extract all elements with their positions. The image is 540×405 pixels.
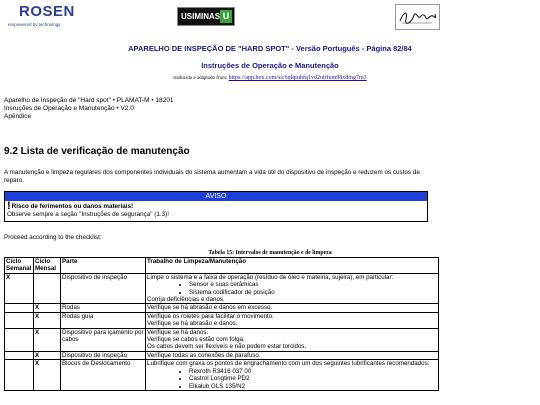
cell-mensal: X: [34, 328, 61, 351]
cell-semanal: [5, 351, 34, 359]
rosen-logo-tagline: empowered by technology: [8, 22, 61, 27]
source-credit: [0, 75, 540, 81]
cell-trabalho: [146, 328, 439, 351]
signature-logo: [395, 4, 440, 30]
cell-semanal: X: [5, 273, 34, 304]
work-line: Limpe o sistema e a faixa de operação (resíduo de óleo e mateiria, sujeira), em particular:: [147, 273, 394, 281]
warning-body: [5, 201, 427, 221]
work-line: Verifique se há abrasão e danos.: [147, 320, 238, 328]
cell-semanal: [5, 328, 34, 351]
table-row: [5, 312, 439, 328]
warning-title: AVISO: [5, 192, 427, 201]
work-line: Verifique os roletes para facilitar o movimento.: [147, 312, 274, 320]
document-subtitle: Instruções de Operação e Manutenção: [201, 61, 339, 70]
work-line: Lubrifique com graxa os pontos de engrachamento com um dos seguintes lubrificantes recomendados:: [147, 360, 430, 368]
cell-semanal: [5, 360, 34, 391]
work-line: Verifique se há abrasão e danos em excesso.: [147, 304, 273, 312]
work-bullet-item: • Rexroth R3416 037 00: [189, 368, 437, 375]
document-meta: [4, 97, 173, 121]
proceed-text: Proceed according to the checklist:: [4, 234, 102, 241]
cell-mensal: X: [34, 312, 61, 328]
cell-semanal: [5, 312, 34, 328]
cell-mensal: [34, 273, 61, 304]
work-line: Verifique todas as conexões de parafuso.: [147, 351, 261, 359]
meta-line-manual: Insruções de Operação e Manutenção • V2.0: [4, 105, 134, 112]
table-row: [5, 304, 439, 312]
maintenance-table: [4, 257, 439, 391]
cell-trabalho: [146, 360, 439, 391]
warning-risk-text: Risco de ferimentos ou danos materiais!: [11, 203, 134, 210]
warning-line-safety: Observe sempre a seção "Instruções de segurança" (1.3)!: [7, 211, 169, 218]
col-header-semanal: Ciclo Semanal: [5, 258, 34, 274]
table-row: [5, 328, 439, 351]
section-intro: A manutenção e limpeza regulares dos componentes individuais do sistema aumentam a vida útil do dispositivo de inspeção e reduzem os custos de reparo.: [4, 169, 420, 184]
col-header-parte: Parte: [61, 258, 146, 274]
work-line: Corrija deficiências e danos.: [147, 296, 225, 304]
work-bullet-item: • Sensor e suas cerâmicas: [189, 281, 437, 288]
table-row: [5, 273, 439, 304]
table-row: [5, 351, 439, 359]
work-line: Verifique se há danos.: [147, 328, 209, 336]
document-title: APARELHO DE INSPEÇÃO DE "HARD SPOT" - Versão Português - Página 82/84: [128, 44, 412, 53]
cell-parte: Rodas: [61, 304, 146, 312]
cell-trabalho: [146, 351, 439, 359]
work-bullet-list: [147, 281, 437, 296]
work-line: Os cabos devem ser flexíveis e não podem estar torcidos.: [147, 343, 307, 351]
cell-trabalho: [146, 312, 439, 328]
cell-parte: Blocos de Deslocamento: [61, 360, 146, 391]
cell-parte: Dispositivo de inspeção: [61, 273, 146, 304]
cell-semanal: [5, 304, 34, 312]
cell-mensal: X: [34, 304, 61, 312]
cell-mensal: X: [34, 360, 61, 391]
col-header-trabalho: Trabalho de Limpeza/Manutenção: [146, 258, 439, 274]
work-bullet-item: • Sistema codificador de posição: [189, 289, 437, 296]
work-bullet-item: • Elkalub GLS 135/N2: [189, 383, 437, 390]
work-line: Verifique se cabos estão com folga.: [147, 336, 245, 344]
warning-line-risk: [7, 202, 425, 211]
table-header-row: [5, 258, 439, 274]
exclamation-icon: !: [7, 200, 11, 212]
meta-line-device: Aparelho de Inspeção de "Hard spot" • PLAMAT-M • 18201: [4, 97, 174, 104]
col-header-mensal: Ciclo Mensal: [34, 258, 61, 274]
meta-line-appendix: Apêndice: [4, 113, 32, 120]
table-caption: Tabela 15: Intervalos de manutenção e de limpeza: [208, 250, 332, 256]
cell-mensal: X: [34, 351, 61, 359]
source-credit-prefix: traduzido e adaptado from:: [173, 76, 228, 81]
cell-parte: Dispositivo de inspeção: [61, 351, 146, 359]
table-body: [5, 273, 439, 390]
cell-parte: Dispositivo para içamento por cabos: [61, 328, 146, 351]
work-bullet-item: • Castrol Longtime PD2: [189, 375, 437, 382]
warning-box: [4, 191, 428, 222]
table-row: [5, 360, 439, 391]
rosen-logo-word: ROSEN: [19, 3, 75, 20]
usiminas-logo: [177, 7, 235, 26]
cell-parte: Rodas guia: [61, 312, 146, 328]
usiminas-logo-mark: U: [220, 10, 232, 23]
signature-logo-graphic: [396, 5, 439, 29]
cell-trabalho: [146, 304, 439, 312]
rosen-logo: [4, 3, 84, 31]
work-bullet-list: [147, 368, 437, 390]
section-heading: 9.2 Lista de verificação de manutenção: [4, 146, 190, 157]
cell-trabalho: [146, 273, 439, 304]
source-link[interactable]: https://app.box.com/s/c6qlqtuhfq1vd2otrfum98x8mg7m3: [228, 75, 367, 81]
usiminas-logo-word: USIMINAS: [181, 12, 221, 21]
